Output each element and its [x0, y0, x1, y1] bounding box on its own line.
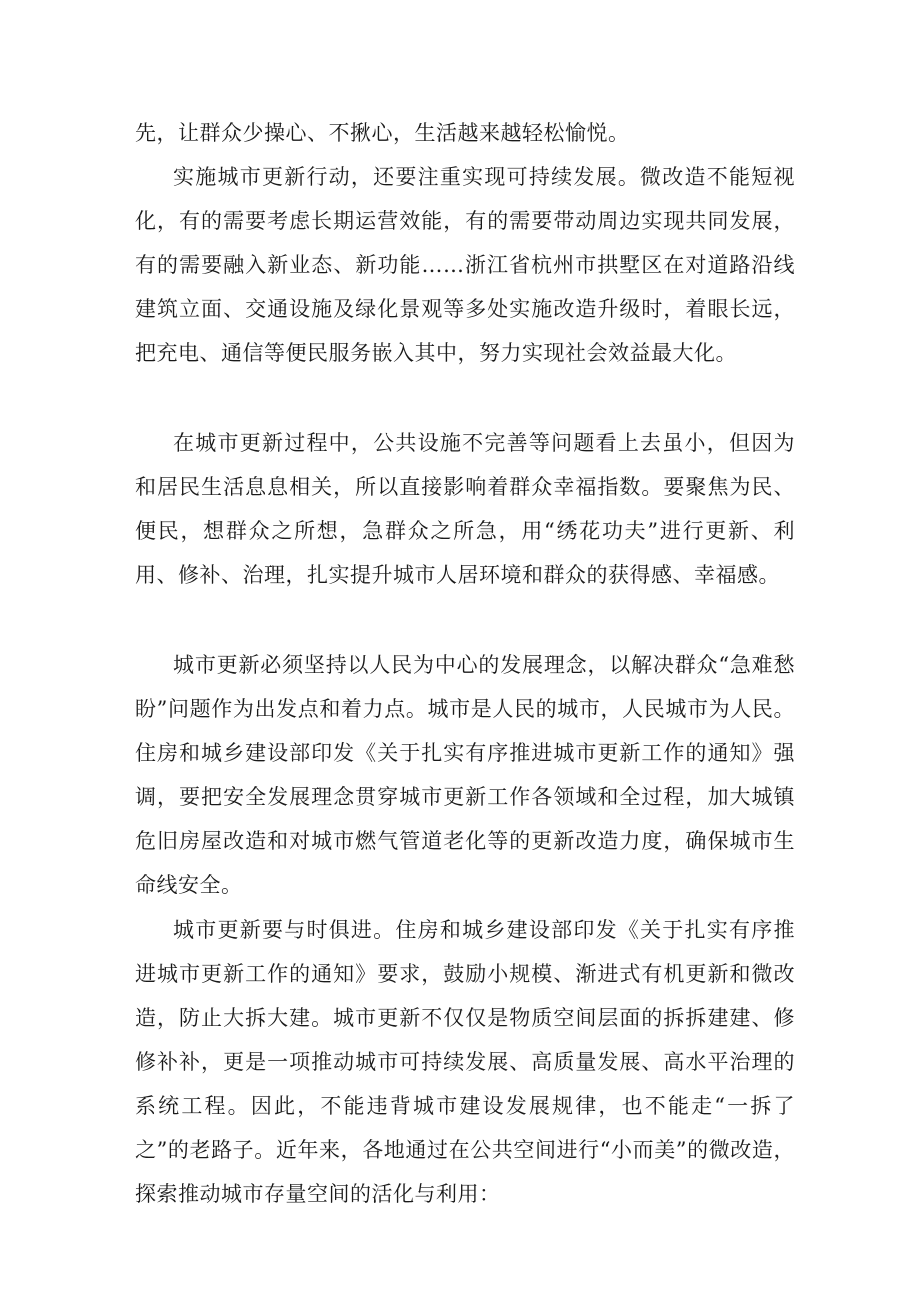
paragraph-public-facilities: 在城市更新过程中，公共设施不完善等问题看上去虽小，但因为和居民生活息息相关，所以直接影响着群众幸福指数。要聚焦为民、便民，想群众之所想，急群众之所急，用“绣花功夫”进行更新、利用、修补、治理，扎实提升城市人居环境和群众的获得感、幸福感。 — [135, 431, 795, 587]
paragraph-continuation: 先，让群众少操心、不揪心，生活越来越轻松愉悦。 — [135, 121, 630, 145]
paragraph-people-centered: 城市更新必须坚持以人民为中心的发展理念，以解决群众“急难愁盼”问题作为出发点和着力点。城市是人民的城市，人民城市为人民。住房和城乡建设部印发《关于扎实有序推进城市更新工作的通知》强调，要把安全发展理念贯穿城市更新工作各领域和全过程，加大城镇危旧房屋改造和对城市燃气管道老化等的更新改造力度，确保城市生命线安全。 — [135, 653, 795, 897]
paragraph-keep-pace-with-times: 城市更新要与时俱进。住房和城乡建设部印发《关于扎实有序推进城市更新工作的通知》要求，鼓励小规模、渐进式有机更新和微改造，防止大拆大建。城市更新不仅仅是物质空间层面的拆拆建建、修修补补，更是一项推动城市可持续发展、高质量发展、高水平治理的系统工程。因此，不能违背城市建设发展规律，也不能走“一拆了之”的老路子。近年来，各地通过在公共空间进行“小而美”的微改造，探索推动城市存量空间的活化与利用： — [135, 918, 795, 1206]
paragraph-sustainable-development: 实施城市更新行动，还要注重实现可持续发展。微改造不能短视化，有的需要考虑长期运营效能，有的需要带动周边实现共同发展，有的需要融入新业态、新功能……浙江省杭州市拱墅区在对道路沿线建筑立面、交通设施及绿化景观等多处实施改造升级时，着眼长远，把充电、通信等便民服务嵌入其中，努力实现社会效益最大化。 — [135, 165, 795, 365]
